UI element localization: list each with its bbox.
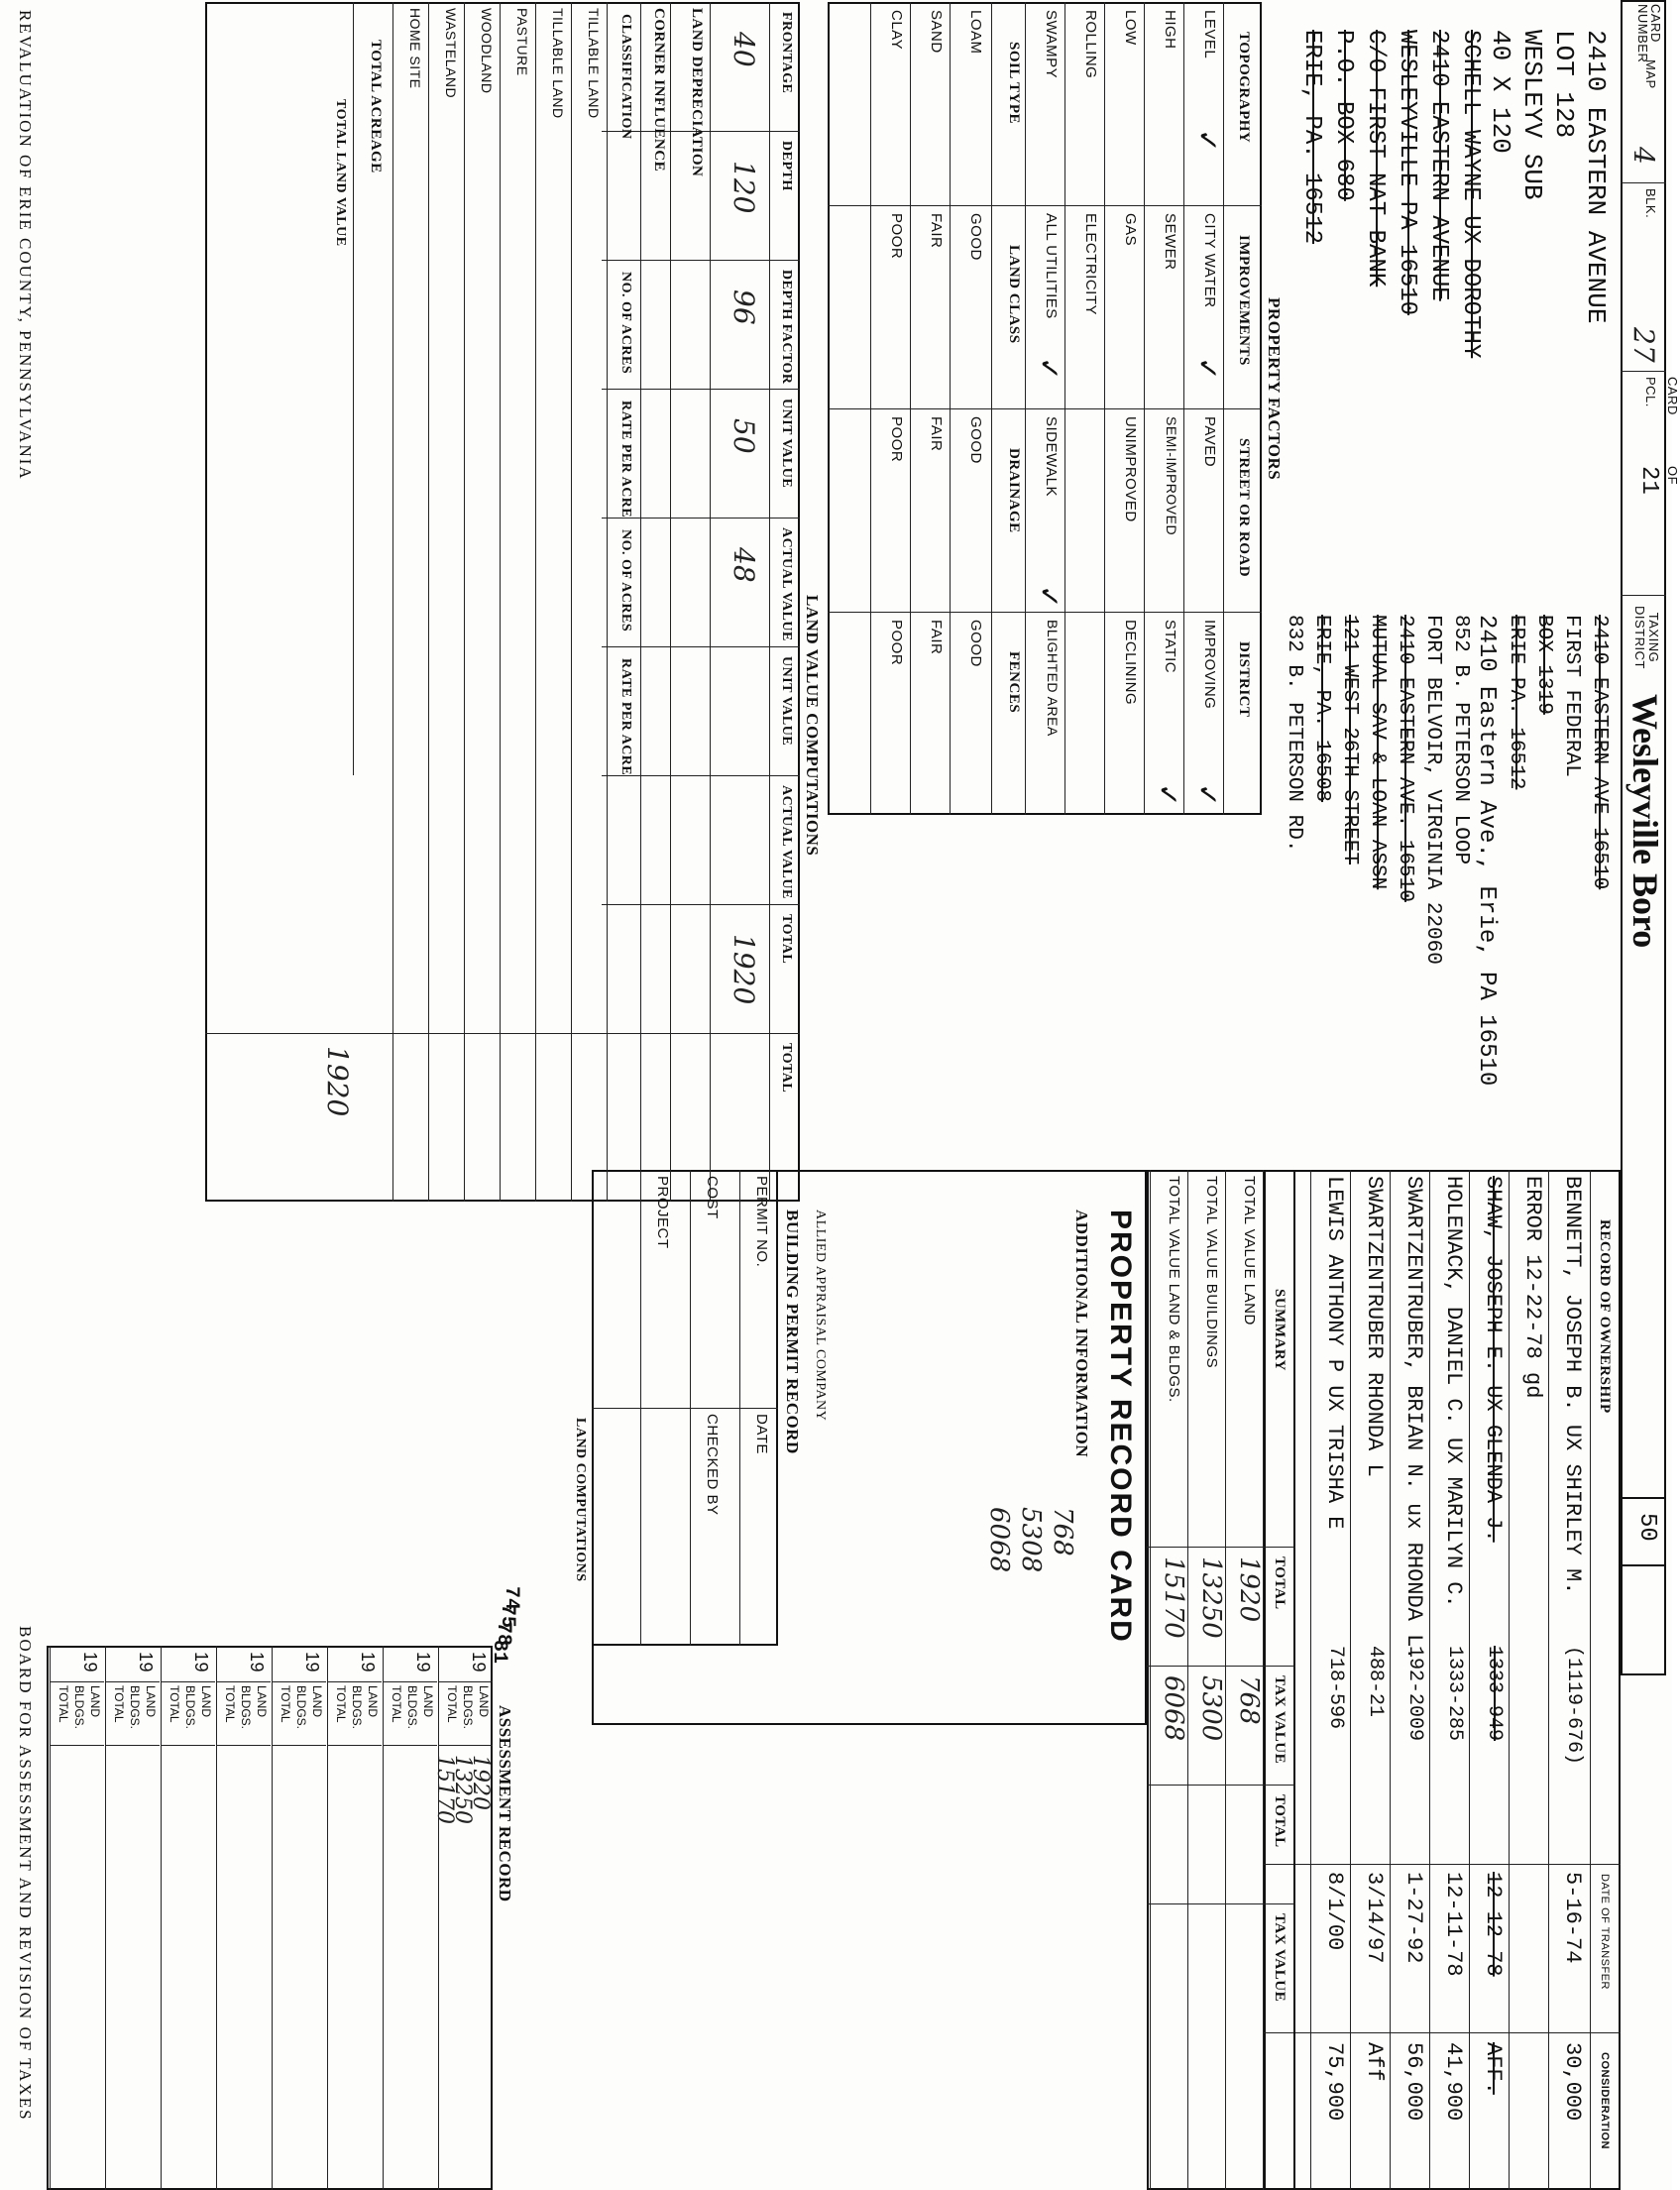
assessment-year-prefix: 19 — [469, 1652, 489, 1673]
lv-row-line — [769, 2, 770, 1202]
own-col-divider — [1264, 1864, 1621, 1865]
of-label: OF — [1665, 466, 1680, 486]
pf-column-header: STREET OR ROAD — [1236, 438, 1252, 578]
consideration-value: 30,000 — [1560, 2042, 1585, 2122]
assessment-col-divider — [439, 1681, 493, 1682]
lv-row-line — [710, 2, 711, 1202]
property-address-line: 2410 EASTERN AVENUE — [1581, 30, 1611, 324]
pf-cell: BLIGHTED AREA — [1045, 620, 1061, 737]
assessment-labels — [332, 1685, 380, 1729]
pf-cell: LEVEL — [1201, 10, 1218, 59]
assessment-row-line — [161, 1646, 162, 2190]
owner-book: (1119-676) — [1562, 1646, 1585, 1766]
lv-row1-total: 1920 — [728, 934, 760, 1005]
pf-col-divider — [828, 205, 1262, 206]
pf-row-line — [910, 2, 911, 815]
pf-cell: IMPROVING — [1201, 620, 1218, 710]
lv-column-header: FRONTAGE — [779, 12, 794, 94]
permit-field-label: DATE — [753, 1414, 770, 1454]
assessment-col-divider — [384, 1681, 437, 1682]
total-land-value: 1920 — [321, 1046, 354, 1117]
assessment-label: LAND — [366, 1685, 380, 1718]
owner-name: HOLENACK, DANIEL C. UX MARILYN C. — [1441, 1176, 1466, 1608]
lv-col-divider — [602, 904, 800, 905]
consideration-label: CONSIDERATION — [1599, 2052, 1611, 2149]
map-value: 4 — [1627, 147, 1660, 165]
land-value-table — [205, 2, 800, 1202]
permit-col-divider — [592, 1408, 778, 1409]
assessment-col-divider — [328, 1681, 382, 1682]
pcl-value: 21 — [1635, 466, 1662, 495]
property-address-line: SCHELL WAYNE UX DOROTHY — [1457, 30, 1484, 359]
lv-col-divider — [205, 1033, 800, 1034]
lv-column-header: DEPTH FACTOR — [779, 270, 794, 385]
assessment-label: TOTAL — [445, 1685, 459, 1723]
lv-column-header: UNIT VALUE — [779, 656, 794, 747]
assessment-col-divider — [439, 1745, 493, 1746]
assessment-year-prefix: 19 — [191, 1652, 211, 1673]
assessment-label: TOTAL — [390, 1685, 403, 1723]
consideration-value: AFF. — [1481, 2042, 1506, 2095]
summary-row-label: TOTAL VALUE BUILDINGS — [1203, 1176, 1220, 1369]
consideration-value: 41,900 — [1441, 2042, 1466, 2122]
own-row-line — [1310, 1170, 1311, 2190]
pf-cell: UNIMPROVED — [1122, 416, 1139, 522]
lv-row1-actual_value: 48 — [728, 547, 760, 583]
summary-total: 15170 — [1159, 1556, 1188, 1639]
mailing-address-line: ERIE PA. 16512 — [1505, 615, 1527, 790]
check-mark: ✓ — [1192, 783, 1223, 807]
lv-column-header: ACTUAL VALUE — [779, 527, 794, 641]
soil-cell: LOAM — [967, 10, 984, 55]
sum-col-divider — [1147, 1547, 1295, 1548]
lv-row-line — [571, 2, 572, 1202]
allied-appraisal-label: ALLIED APPRAISAL COMPANY — [813, 1210, 828, 1422]
consideration-value: 56,000 — [1401, 2042, 1426, 2122]
soil-cell: GOOD — [967, 213, 984, 261]
card-label: CARD — [1665, 377, 1680, 415]
pf-cell: DECLINING — [1122, 620, 1139, 706]
assessment-label: LAND — [88, 1685, 102, 1718]
mailing-address-line: FIRST FEDERAL — [1560, 615, 1583, 777]
mailing-address-line: 832 B. PETERSON RD. — [1283, 615, 1305, 853]
assessment-row-line — [50, 1646, 51, 2190]
lv-col-divider — [602, 389, 800, 390]
lv-col-divider — [602, 260, 800, 261]
assessment-labels — [55, 1685, 102, 1729]
pf-cell: STATIC — [1162, 620, 1178, 674]
acre-column-header: NO. OF ACRES — [618, 529, 633, 633]
soil-cell: FAIR — [928, 416, 945, 452]
assessment-record-title: ASSESSMENT RECORD — [496, 1705, 514, 1902]
property-address-line: LOT 128 — [1549, 30, 1579, 139]
soil-cell: SAND — [928, 10, 945, 54]
assessment-year-prefix: 19 — [136, 1652, 156, 1673]
pf-cell: SEWER — [1162, 213, 1178, 271]
lv-col-divider — [602, 646, 800, 647]
lv-column-header: TOTAL — [779, 914, 794, 965]
own-row-line — [1590, 1170, 1591, 2190]
pf-row-line — [1025, 2, 1026, 815]
soil-cell: FAIR — [928, 620, 945, 655]
property-address-line: C/O FIRST NAT BANK — [1362, 30, 1389, 288]
sum-col-divider — [1147, 1666, 1295, 1667]
classification-row: WOODLAND — [479, 8, 495, 94]
summary-total: 13250 — [1196, 1556, 1226, 1639]
lv-column-header: UNIT VALUE — [779, 399, 794, 489]
pf-col-divider — [828, 408, 1262, 409]
assessment-labels — [388, 1685, 435, 1729]
soil-cell: POOR — [888, 213, 905, 260]
date-of-transfer-label: DATE OF TRANSFER — [1599, 1874, 1611, 1990]
property-address-line: ERIE, PA. 16512 — [1298, 30, 1325, 245]
lv-row-line — [464, 2, 465, 1202]
assessment-year-mark: 81 — [488, 1640, 510, 1665]
assessment-labels — [166, 1685, 213, 1729]
pf-cell: GAS — [1122, 213, 1139, 247]
own-col-divider — [1264, 2032, 1621, 2033]
corner-number: 50 — [1633, 1513, 1660, 1542]
assessment-year-prefix: 19 — [302, 1652, 322, 1673]
permit-field-label: PERMIT NO. — [753, 1176, 770, 1268]
note-5308: 5308 — [1016, 1507, 1046, 1573]
assessment-land-value: 1920 — [468, 1755, 493, 1810]
lv-row-line — [535, 2, 536, 1202]
assessment-year-mark: 78 — [492, 1622, 514, 1647]
assessment-label: TOTAL — [223, 1685, 237, 1723]
summary-column-header: TOTAL — [1272, 1556, 1288, 1610]
transfer-date: 8/1/00 — [1322, 1872, 1347, 1951]
lv-row-line — [670, 2, 671, 1202]
footer-left: REVALUATION OF ERIE COUNTY, PENNSYLVANIA — [16, 10, 35, 481]
soil-cell: POOR — [888, 620, 905, 666]
assessment-label: TOTAL — [168, 1685, 181, 1723]
total-acreage: TOTAL ACREAGE — [368, 40, 384, 173]
owner-name: SWARTZENTRUBER, BRIAN N. ux RHONDA L. — [1401, 1176, 1426, 1661]
corner-influence: CORNER INFLUENCE — [651, 8, 667, 173]
summary-title: SUMMARY — [1272, 1289, 1288, 1371]
pf-row-line — [1104, 2, 1105, 815]
transfer-date: 3/14/97 — [1362, 1872, 1387, 1964]
pf-cell: ROLLING — [1082, 10, 1099, 79]
assessment-col-divider — [217, 1745, 271, 1746]
check-mark: ✓ — [1153, 783, 1183, 807]
own-row-line — [1469, 1170, 1470, 2190]
assessment-col-divider — [273, 1745, 326, 1746]
pf-cell: LOW — [1122, 10, 1139, 46]
property-address-line: P.O. BOX 680 — [1330, 30, 1357, 201]
transfer-date: 5-16-74 — [1560, 1872, 1585, 1964]
owner-book: 1333-285 — [1443, 1646, 1466, 1742]
sum-row-line — [1150, 1170, 1151, 2190]
pf-row-line — [950, 2, 951, 815]
additional-information-label: ADDITIONAL INFORMATION — [1072, 1210, 1091, 1458]
lv-row-line — [428, 2, 429, 1202]
assessment-year-mark: 74 — [500, 1586, 522, 1611]
lv-column-header: ACTUAL VALUE — [779, 785, 794, 899]
assessment-label: LAND — [310, 1685, 324, 1718]
pf-column-header: IMPROVEMENTS — [1236, 235, 1252, 366]
own-row-line — [1350, 1170, 1351, 2190]
property-address-line: WESLEYVILLE PA 16510 — [1394, 30, 1420, 316]
assessment-row-line — [438, 1646, 439, 2190]
acre-column-header: CLASSIFICATION — [618, 14, 633, 140]
assessment-label: LAND — [255, 1685, 269, 1718]
soil-column-header: FENCES — [1006, 651, 1022, 714]
summary-tax: 768 — [1234, 1675, 1264, 1725]
assessment-label: LAND — [421, 1685, 435, 1718]
pf-row-line — [991, 2, 992, 815]
note-6068: 6068 — [984, 1507, 1014, 1573]
check-mark: ✓ — [1034, 585, 1064, 609]
assessment-row-line — [272, 1646, 273, 2190]
assessment-year-mark: 75 — [496, 1604, 518, 1629]
pf-cell: SIDEWALK — [1043, 416, 1060, 497]
pf-row-line — [870, 2, 871, 815]
soil-column-header: SOIL TYPE — [1006, 42, 1022, 125]
pf-column-header: DISTRICT — [1236, 641, 1252, 718]
lv-column-header: TOTAL — [779, 1043, 794, 1094]
transfer-date: 12-11-78 — [1441, 1872, 1466, 1977]
assessment-labels — [221, 1685, 269, 1729]
assessment-row-line — [105, 1646, 106, 2190]
card-number-label: CARD NUMBER — [1635, 4, 1663, 63]
property-factors-title: PROPERTY FACTORS — [1265, 297, 1284, 481]
assessment-col-divider — [328, 1745, 382, 1746]
blk-value: 27 — [1627, 327, 1660, 363]
permit-field-label: PROJECT — [654, 1176, 671, 1249]
own-row-line — [1548, 1170, 1549, 2190]
assessment-label: BLDGS. — [183, 1685, 197, 1730]
classification-row: HOME SITE — [407, 8, 423, 89]
assessment-labels — [110, 1685, 158, 1729]
note-768: 768 — [1048, 1507, 1077, 1556]
consideration-value: Aff — [1362, 2042, 1387, 2082]
summary-row-label: TOTAL VALUE LAND & BLDGS. — [1166, 1176, 1182, 1403]
assessment-col-divider — [273, 1681, 326, 1682]
record-card-title: PROPERTY RECORD CARD — [1104, 1210, 1137, 1644]
header-divider — [1621, 182, 1666, 183]
transfer-date: 1-27-92 — [1401, 1872, 1426, 1964]
pf-cell: SEMI-IMPROVED — [1164, 416, 1179, 536]
assessment-col-divider — [51, 1681, 104, 1682]
pf-cell: HIGH — [1162, 10, 1178, 50]
lv-row-line — [392, 2, 393, 1202]
lv-column-header: DEPTH — [779, 141, 794, 191]
mailing-address-line: ERIE, PA. 16508 — [1310, 615, 1333, 803]
acre-column-header: RATE PER ACRE — [618, 401, 633, 519]
classification-row: PASTURE — [514, 8, 530, 76]
assessment-row-line — [216, 1646, 217, 2190]
assessment-year-prefix: 19 — [247, 1652, 267, 1673]
owner-book: 1333-949 — [1483, 1646, 1506, 1742]
pf-cell: SWAMPY — [1043, 10, 1060, 79]
summary-column-header: TAX VALUE — [1272, 1675, 1288, 1765]
pf-cell: ALL UTILITIES — [1043, 213, 1060, 319]
assessment-year-prefix: 19 — [358, 1652, 378, 1673]
transfer-date: 12-12-78 — [1481, 1872, 1506, 1977]
property-address-line: 40 X 120 — [1486, 30, 1515, 154]
pf-cell: PAVED — [1201, 416, 1218, 468]
sum-col-divider — [1147, 1785, 1295, 1786]
assessment-label: LAND — [477, 1685, 491, 1718]
assessment-label: BLDGS. — [405, 1685, 419, 1730]
assessment-col-divider — [162, 1681, 215, 1682]
own-row-line — [1429, 1170, 1430, 2190]
pf-row-line — [1064, 2, 1065, 815]
assessment-label: TOTAL — [334, 1685, 348, 1723]
sum-col-divider — [1147, 1903, 1295, 1904]
assessment-labels — [277, 1685, 324, 1729]
land-depreciation: LAND DEPRECIATION — [689, 8, 705, 177]
mailing-address-line: 852 B. PETERSON LOOP — [1449, 615, 1472, 865]
permit-row-line — [640, 1170, 641, 1646]
summary-total: 1920 — [1234, 1556, 1264, 1623]
soil-cell: GOOD — [967, 620, 984, 667]
own-row-line — [1390, 1170, 1391, 2190]
taxing-district-value: Wesleyville Boro — [1625, 694, 1665, 949]
summary-column-header: TOTAL — [1272, 1794, 1288, 1848]
assessment-label: BLDGS. — [239, 1685, 253, 1730]
check-mark: ✓ — [1192, 357, 1223, 381]
assessment-label: BLDGS. — [461, 1685, 475, 1730]
mailing-address-line: 2410 Eastern Ave., Erie, PA 16510 — [1473, 615, 1500, 1087]
mailing-address-line: 121 WEST 26TH STREET — [1338, 615, 1361, 865]
soil-column-header: DRAINAGE — [1006, 448, 1022, 533]
lv-row1-depth: 120 — [728, 161, 760, 214]
consideration-value: 75,900 — [1322, 2042, 1347, 2122]
lv-row1-unit_value: 50 — [728, 418, 760, 454]
soil-column-header: LAND CLASS — [1006, 245, 1022, 344]
acre-column-header: RATE PER ACRE — [618, 658, 633, 776]
soil-cell: FAIR — [928, 213, 945, 249]
assessment-col-divider — [162, 1745, 215, 1746]
assessment-label: LAND — [144, 1685, 158, 1718]
assessment-bldgs-value: 13250 — [450, 1755, 475, 1824]
blk-label: BLK. — [1643, 188, 1658, 219]
total-land-value-label: TOTAL LAND VALUE — [333, 99, 348, 247]
lv-row1-frontage: 40 — [728, 32, 760, 67]
taxing-district-label: TAXING DISTRICT — [1632, 606, 1661, 669]
assessment-label: BLDGS. — [294, 1685, 308, 1730]
mailing-address-line: 2410 EASTERN AVE. 16510 — [1394, 615, 1416, 902]
assessment-label: TOTAL — [279, 1685, 292, 1723]
lv-row-line — [500, 2, 501, 1202]
summary-row-label: TOTAL VALUE LAND — [1241, 1176, 1258, 1326]
assessment-row-line — [383, 1646, 384, 2190]
assessment-year-prefix: 19 — [80, 1652, 100, 1673]
pf-cell: ELECTRICITY — [1082, 213, 1099, 316]
owner-name: ERROR 12-22-78 gd — [1520, 1176, 1545, 1399]
own-row-line — [1509, 1170, 1510, 2190]
summary-tax: 6068 — [1159, 1675, 1188, 1742]
owner-book: 192-2009 — [1403, 1646, 1426, 1742]
lv-row-line — [640, 2, 641, 1202]
soil-cell: CLAY — [888, 10, 905, 51]
building-permit-record-title: BUILDING PERMIT RECORD — [783, 1210, 802, 1454]
owner-name: BENNETT, JOSEPH B. UX SHIRLEY M. — [1560, 1176, 1585, 1595]
owner-book: 718-596 — [1324, 1646, 1347, 1730]
permit-field-label: CHECKED BY — [704, 1414, 721, 1516]
pf-row-line — [1183, 2, 1184, 815]
pf-row-line — [1144, 2, 1145, 815]
owner-book: 488-21 — [1364, 1646, 1387, 1718]
classification-row: TILLABLE LAND — [586, 8, 602, 119]
assessment-label: BLDGS. — [72, 1685, 86, 1730]
check-mark: ✓ — [1192, 129, 1223, 153]
pf-cell: CITY WATER — [1201, 213, 1218, 308]
owner-name: SWARTZENTRUBER RHONDA L — [1362, 1176, 1387, 1477]
assessment-label: LAND — [199, 1685, 213, 1718]
mailing-address-line: 2410 EASTERN AVE 16510 — [1588, 615, 1611, 890]
assessment-year-prefix: 19 — [413, 1652, 433, 1673]
assessment-label: BLDGS. — [128, 1685, 142, 1730]
pf-col-divider — [828, 612, 1262, 613]
land-computations-label: LAND COMPUTATIONS — [573, 1418, 588, 1582]
mailing-address-line: BOX 1319 — [1532, 615, 1555, 715]
footer-right: BOARD FOR ASSESSMENT AND REVISION OF TAXES — [16, 1626, 35, 2122]
check-mark: ✓ — [1034, 357, 1064, 381]
header-divider — [1621, 371, 1666, 372]
summary-tax: 5300 — [1196, 1675, 1226, 1742]
assessment-col-divider — [51, 1745, 104, 1746]
assessment-total-value: 15170 — [432, 1755, 457, 1824]
lv-row1-depth_factor: 96 — [728, 289, 760, 325]
owner-name: SHAW, JOSEPH E. UX GLENDA J. — [1481, 1176, 1506, 1543]
pf-column-header: TOPOGRAPHY — [1236, 32, 1252, 144]
mailing-address-line: FORT BELVOIR, VIRGINIA 22060 — [1421, 615, 1444, 965]
map-label: MAP — [1643, 59, 1658, 89]
assessment-label: TOTAL — [56, 1685, 70, 1723]
pf-row-line — [1223, 2, 1224, 815]
soil-cell: POOR — [888, 416, 905, 463]
classification-row: WASTELAND — [443, 8, 459, 99]
ownership-title: RECORD OF OWNERSHIP — [1597, 1219, 1613, 1414]
assessment-labels — [443, 1685, 491, 1729]
assessment-col-divider — [384, 1745, 437, 1746]
soil-cell: GOOD — [967, 416, 984, 464]
header-divider — [1621, 595, 1666, 596]
land-value-title: LAND VALUE COMPUTATIONS — [803, 595, 822, 857]
owner-name: LEWIS ANTHONY P UX TRISHA E — [1322, 1176, 1347, 1530]
assessment-col-divider — [106, 1745, 160, 1746]
summary-column-header: TAX VALUE — [1272, 1913, 1288, 2003]
permit-row-line — [690, 1170, 691, 1646]
property-address-line: WESLEYV SUB — [1517, 30, 1547, 200]
assessment-col-divider — [106, 1681, 160, 1682]
mailing-address-line: MUTUAL SAV & LOAN ASSN — [1366, 615, 1389, 890]
acre-column-header: NO. OF ACRES — [618, 272, 633, 375]
pcl-label: PCL. — [1643, 377, 1658, 407]
lv-row-line — [353, 2, 354, 775]
assessment-label: TOTAL — [112, 1685, 126, 1723]
assessment-row-line — [327, 1646, 328, 2190]
assessment-label: BLDGS. — [350, 1685, 364, 1730]
property-address-line: 2410 EASTERN AVENUE — [1425, 30, 1452, 301]
lv-row-line — [607, 2, 608, 1202]
classification-row: TILLABLE LAND — [550, 8, 566, 119]
permit-row-line — [739, 1170, 740, 1646]
permit-field-label: COST — [704, 1176, 721, 1219]
assessment-col-divider — [217, 1681, 271, 1682]
